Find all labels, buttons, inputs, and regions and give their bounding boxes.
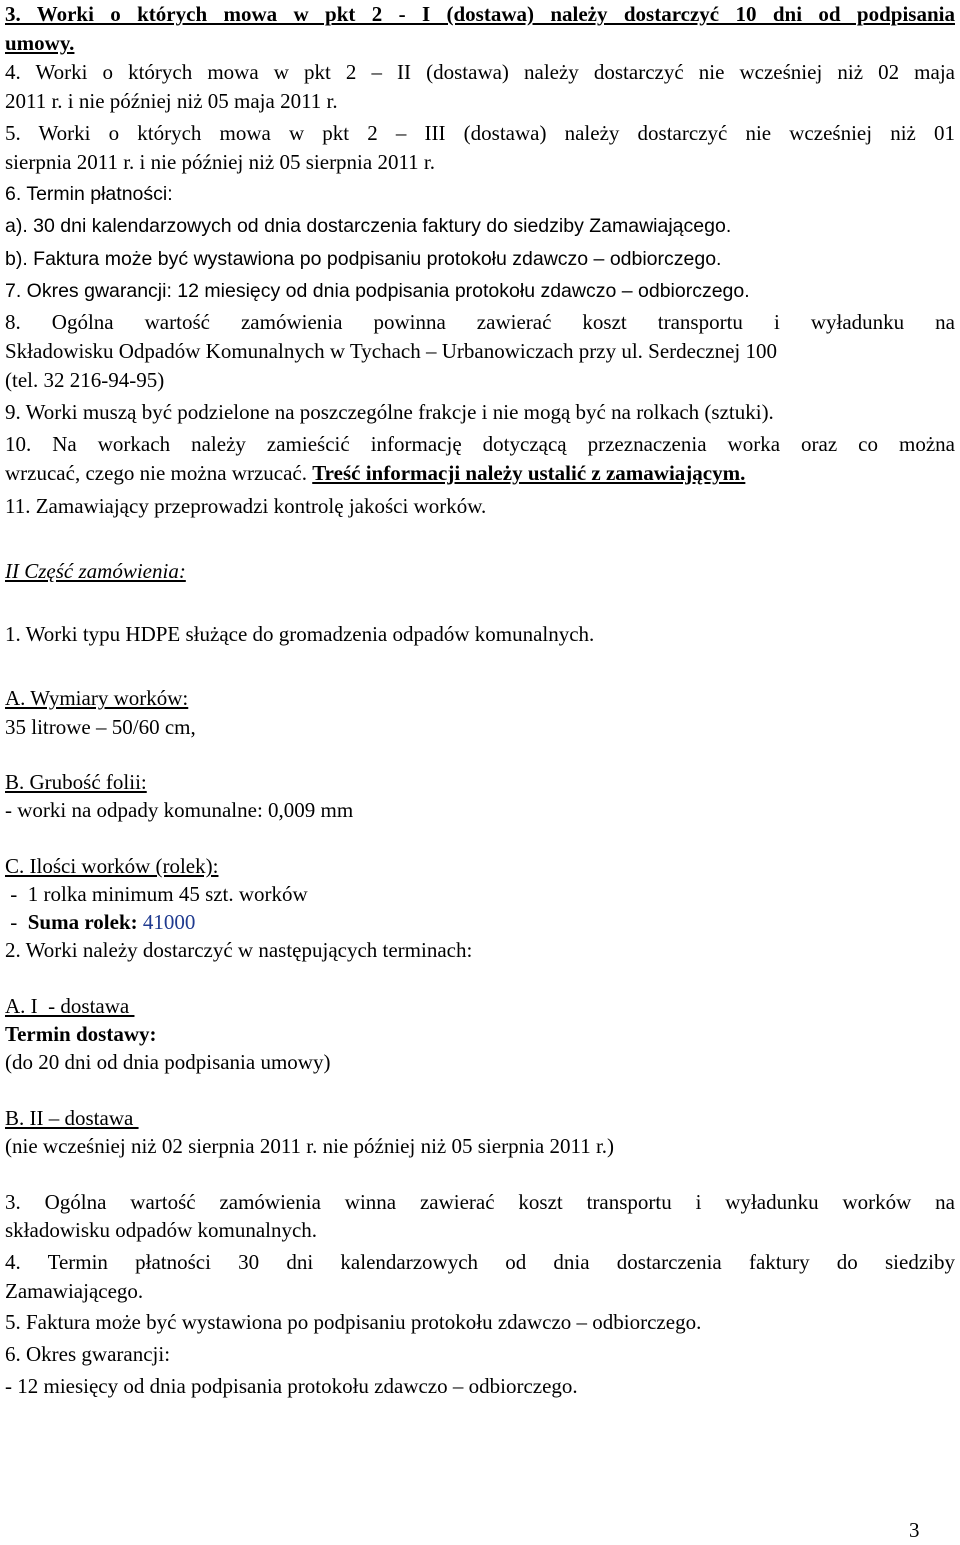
item-5: 5. Faktura może być wystawiona po podpisaniu protokołu zdawczo – odbiorczego. bbox=[5, 1310, 702, 1334]
paragraph-11: 11. Zamawiający przeprowadzi kontrolę jakości worków. bbox=[5, 494, 487, 518]
paragraph-6b: b). Faktura może być wystawiona po podpisaniu protokołu zdawczo – odbiorczego. bbox=[5, 248, 722, 270]
delivery-a-term-label: Termin dostawy: bbox=[5, 1022, 157, 1046]
page-number: 3 bbox=[909, 1518, 920, 1542]
paragraph-5-line-1: 5. Worki o których mowa w pkt 2 – III (dostawa) należy dostarczyć nie wcześniej niż 01 bbox=[5, 121, 955, 145]
roll-sum-value: 41000 bbox=[137, 910, 196, 934]
paragraph-10-text: wrzucać, czego nie można wrzucać. bbox=[5, 461, 313, 485]
paragraph-5-line-2: sierpnia 2011 r. i nie później niż 05 sierpnia 2011 r. bbox=[5, 150, 436, 174]
paragraph-8-line-3: (tel. 32 216-94-95) bbox=[5, 368, 165, 392]
quantity-label: C. Ilości worków (rolek): bbox=[5, 854, 219, 878]
paragraph-10-line-2 bbox=[5, 459, 745, 488]
paragraph-10-emphasis: Treść informacji należy ustalić z zamawiającym. bbox=[312, 461, 746, 485]
quantity-value-1: - 1 rolka minimum 45 szt. worków bbox=[5, 882, 308, 906]
roll-sum-label: Suma rolek: bbox=[27, 910, 138, 934]
delivery-a-label: A. I - dostawa bbox=[5, 994, 135, 1018]
item-1: 1. Worki typu HDPE służące do gromadzenia odpadów komunalnych. bbox=[5, 622, 595, 646]
paragraph-6: 6. Termin płatności: bbox=[5, 183, 173, 205]
quantity-value-2 bbox=[5, 908, 195, 937]
thickness-value: - worki na odpady komunalne: 0,009 mm bbox=[5, 798, 354, 822]
paragraph-10-line-1: 10. Na workach należy zamieścić informację dotyczącą przeznaczenia worka oraz co można bbox=[5, 432, 955, 456]
paragraph-4-line-1: 4. Worki o których mowa w pkt 2 – II (dostawa) należy dostarczyć nie wcześniej niż 02 maja bbox=[5, 60, 955, 84]
delivery-b-label: B. II – dostawa bbox=[5, 1106, 139, 1130]
thickness-label: B. Grubość folii: bbox=[5, 770, 147, 794]
item-3-line-2: składowisku odpadów komunalnych. bbox=[5, 1218, 318, 1242]
paragraph-3-line-2: umowy. bbox=[5, 31, 75, 55]
delivery-b-term: (nie wcześniej niż 02 sierpnia 2011 r. nie później niż 05 sierpnia 2011 r.) bbox=[5, 1134, 615, 1158]
section-2-heading: II Część zamówienia: bbox=[5, 559, 186, 583]
dimensions-value: 35 litrowe – 50/60 cm, bbox=[5, 715, 196, 739]
paragraph-8-line-2: Składowisku Odpadów Komunalnych w Tychach – Urbanowiczach przy ul. Serdecznej 100 bbox=[5, 339, 778, 363]
paragraph-4-line-2: 2011 r. i nie później niż 05 maja 2011 r. bbox=[5, 89, 338, 113]
item-4-line-1: 4. Termin płatności 30 dni kalendarzowych od dnia dostarczenia faktury do siedziby bbox=[5, 1250, 955, 1274]
quantity-dash: - bbox=[5, 910, 28, 934]
dimensions-label: A. Wymiary worków: bbox=[5, 686, 189, 710]
item-2: 2. Worki należy dostarczyć w następujących terminach: bbox=[5, 938, 473, 962]
paragraph-8-line-1: 8. Ogólna wartość zamówienia powinna zawierać koszt transportu i wyładunku na bbox=[5, 310, 955, 334]
item-6: 6. Okres gwarancji: bbox=[5, 1342, 171, 1366]
paragraph-7: 7. Okres gwarancji: 12 miesięcy od dnia podpisania protokołu zdawczo – odbiorczego. bbox=[5, 280, 750, 302]
paragraph-3-line-1: 3. Worki o których mowa w pkt 2 - I (dostawa) należy dostarczyć 10 dni od podpisania bbox=[5, 2, 955, 26]
paragraph-9: 9. Worki muszą być podzielone na poszczególne frakcje i nie mogą być na rolkach (sztuki). bbox=[5, 400, 774, 424]
item-4-line-2: Zamawiającego. bbox=[5, 1279, 144, 1303]
item-6-value: - 12 miesięcy od dnia podpisania protokołu zdawczo – odbiorczego. bbox=[5, 1374, 578, 1398]
delivery-a-term: (do 20 dni od dnia podpisania umowy) bbox=[5, 1050, 331, 1074]
paragraph-6a: a). 30 dni kalendarzowych od dnia dostarczenia faktury do siedziby Zamawiającego. bbox=[5, 215, 732, 237]
item-3-line-1: 3. Ogólna wartość zamówienia winna zawierać koszt transportu i wyładunku worków na bbox=[5, 1190, 955, 1214]
